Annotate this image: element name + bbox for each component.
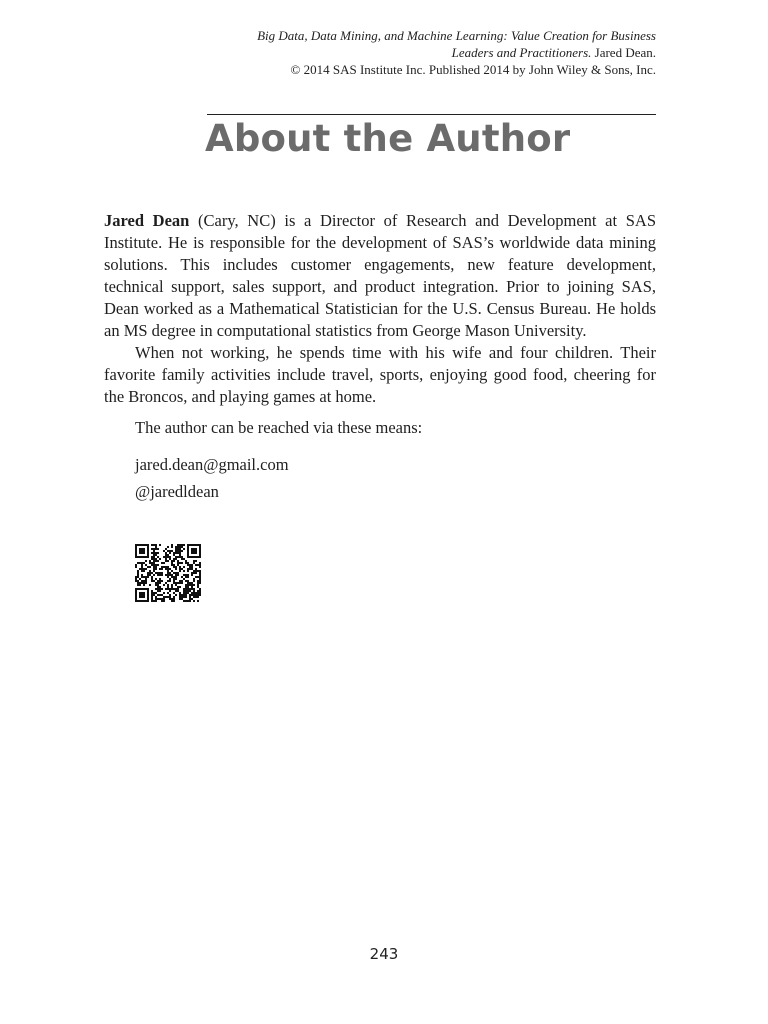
page-title: About the Author bbox=[205, 117, 571, 160]
header-author: Jared Dean. bbox=[591, 45, 656, 60]
page-number: 243 bbox=[369, 945, 399, 963]
author-bio bbox=[104, 210, 656, 505]
bio-paragraph-1-text: (Cary, NC) is a Director of Research and Development at SAS Institute. He is responsible for the development of SAS’s worldwide data mining solutions. This includes customer engagements, new feature development, technical support, sales support, and product integration. Prior to joining SAS, Dean worked as a Mathematical Statistician for the U.S. Census Bureau. He holds an MS degree in computational statistics from George Mason University. bbox=[104, 211, 656, 340]
header-copyright: © 2014 SAS Institute Inc. Published 2014 by John Wiley & Sons, Inc. bbox=[290, 62, 656, 77]
bio-paragraph-2: When not working, he spends time with his wife and four children. Their favorite family activities include travel, sports, enjoying good food, cheering for the Broncos, and playing games at home. bbox=[104, 343, 656, 406]
contact-intro: The author can be reached via these means: bbox=[135, 418, 423, 437]
qr-code-icon bbox=[135, 544, 201, 602]
author-name: Jared Dean bbox=[104, 211, 190, 230]
contact-twitter: @jaredldean bbox=[135, 482, 219, 501]
contact-email: jared.dean@gmail.com bbox=[135, 455, 289, 474]
bio-paragraph-1 bbox=[104, 210, 656, 342]
header-book-title-line1: Big Data, Data Mining, and Machine Learning: Value Creation for Business bbox=[257, 28, 656, 43]
running-header bbox=[150, 27, 656, 78]
header-book-title-line2 bbox=[150, 44, 656, 61]
header-book-subtitle: Leaders and Practitioners. bbox=[451, 45, 592, 60]
